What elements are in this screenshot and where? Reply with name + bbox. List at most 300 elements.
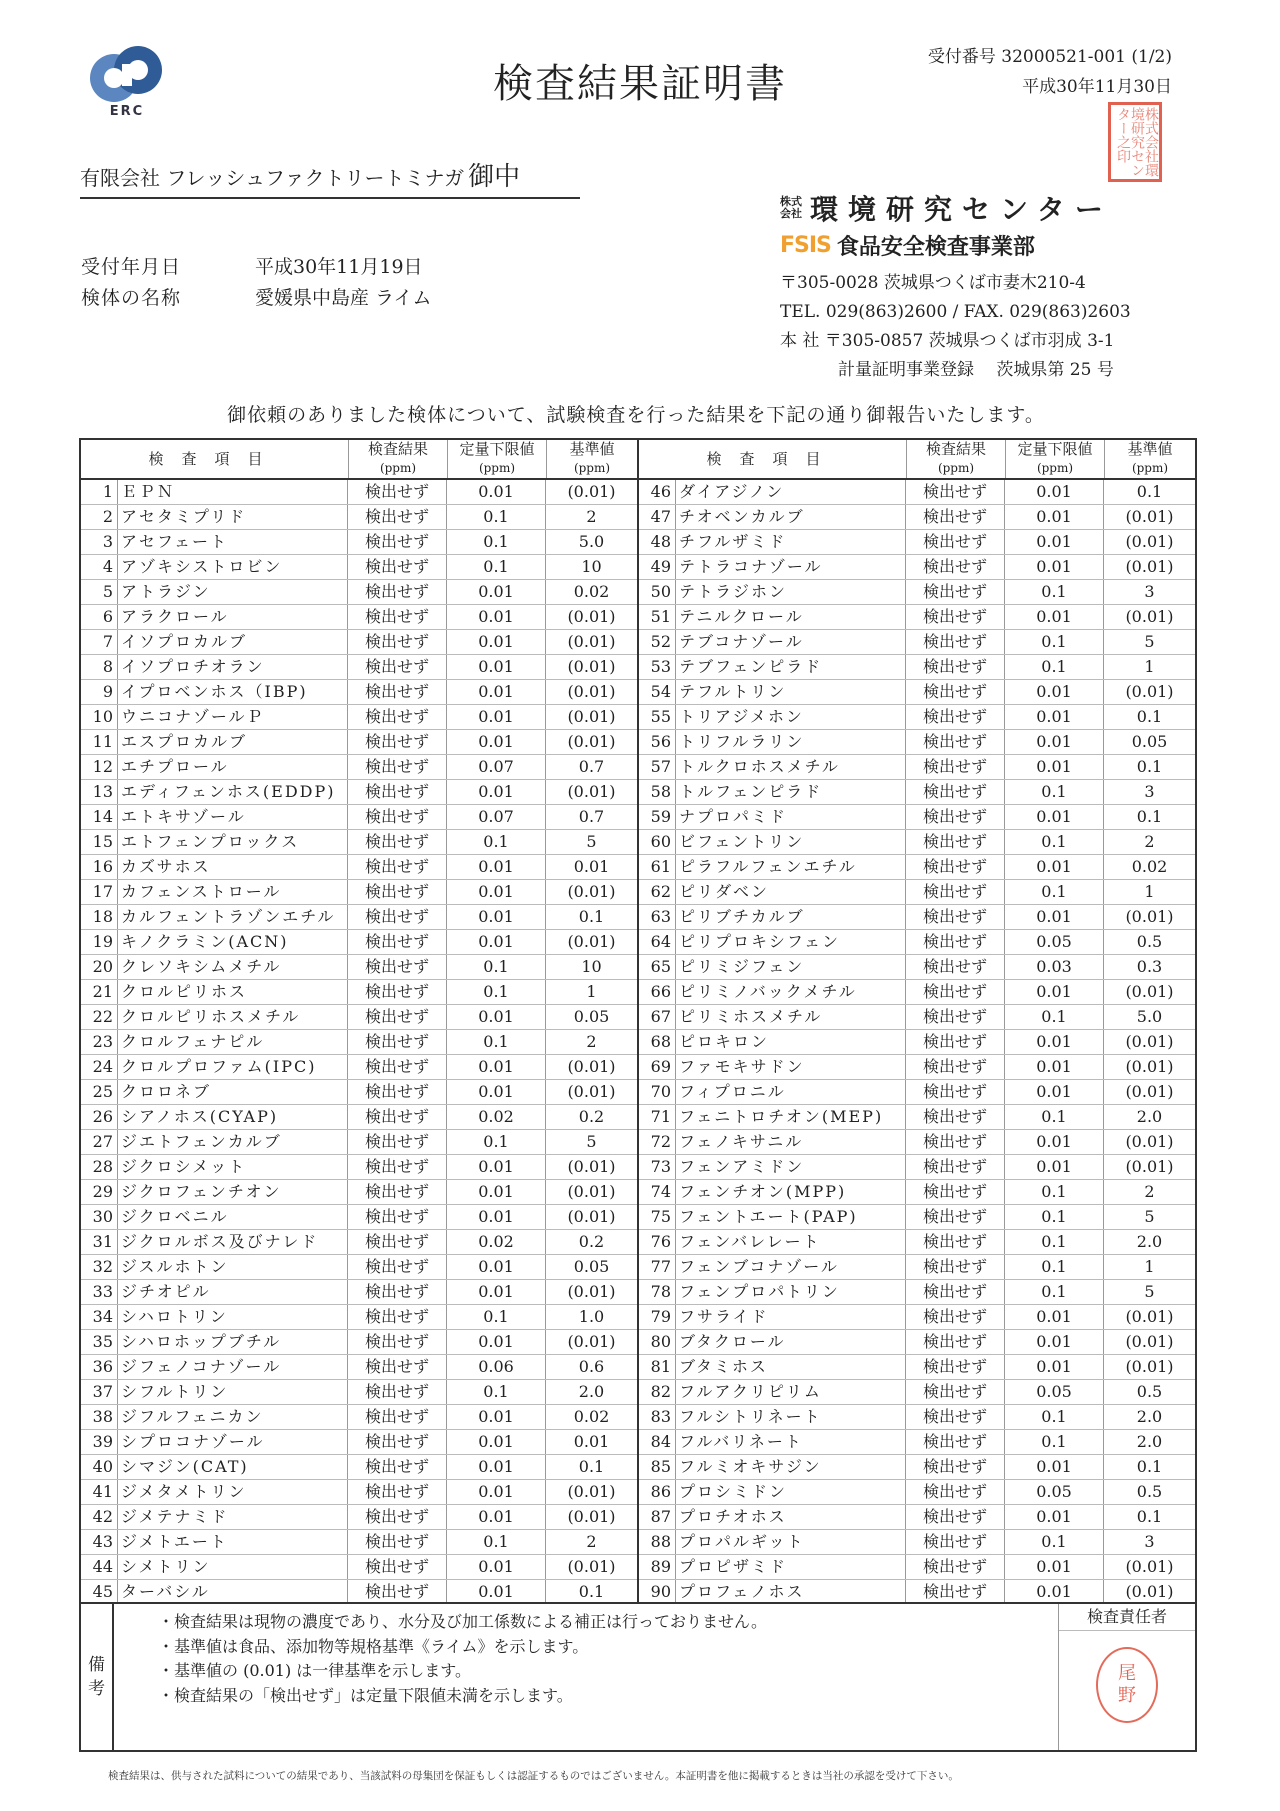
cell-name: シプロコナゾール [118,1430,348,1454]
cell-no: 89 [639,1555,676,1579]
cell-result: 検出せず [906,1080,1005,1104]
cell-loq: 0.01 [1005,1555,1104,1579]
cell-name: ビフェントリン [676,830,906,854]
table-row [81,1180,637,1205]
cell-name: プロチオホス [676,1505,906,1529]
cell-no: 80 [639,1330,676,1354]
cell-std: (0.01) [567,1157,616,1176]
table-row [639,530,1195,555]
table-row [639,1280,1195,1305]
table-row [639,505,1195,530]
cell-result: 検出せず [348,1405,447,1429]
table-row [81,1555,637,1580]
cell-no: 86 [639,1480,676,1504]
table-row [81,1305,637,1330]
cell-name: ピリミノバックメチル [676,980,906,1004]
cell-std: (0.01) [567,1507,616,1526]
cell-result: 検出せず [348,1105,447,1129]
cell-result: 検出せず [906,1005,1005,1029]
table-row [639,1530,1195,1555]
cell-name: ファモキサドン [676,1055,906,1079]
cell-std: (0.01) [567,707,616,726]
cell-no: 90 [639,1580,676,1604]
cell-name: クロルピリホスメチル [118,1005,348,1029]
table-row [639,1080,1195,1105]
cell-std: 5.0 [1136,1007,1163,1026]
cell-name: ジクロシメット [118,1155,348,1179]
cell-name: ブタクロール [676,1330,906,1354]
cell-result: 検出せず [906,480,1005,504]
cell-loq: 0.01 [447,730,546,754]
table-row [639,655,1195,680]
registration-line: 計量証明事業登録 茨城県第 25 号 [838,360,1114,380]
table-row [639,1405,1195,1430]
cell-loq: 0.01 [447,680,546,704]
table-header [81,440,637,480]
cell-result: 検出せず [348,1080,447,1104]
table-row [81,1080,637,1105]
cell-no: 6 [81,605,118,629]
cell-loq: 0.01 [1005,680,1104,704]
cell-name: エディフェンホス(EDDP) [118,780,348,804]
cell-result: 検出せず [906,830,1005,854]
cell-result: 検出せず [348,980,447,1004]
cell-loq: 0.01 [1005,605,1104,629]
cell-result: 検出せず [906,1230,1005,1254]
cell-result: 検出せず [348,780,447,804]
cell-no: 30 [81,1205,118,1229]
table-row [639,480,1195,505]
cell-loq: 0.1 [1005,780,1104,804]
cell-loq: 0.01 [447,1080,546,1104]
table-header [639,440,1195,480]
cell-std: (0.01) [567,782,616,801]
cell-name: テブフェンピラド [676,655,906,679]
cell-no: 42 [81,1505,118,1529]
fsis-logo: FSIS [780,233,831,258]
remark-note: ・検査結果は現物の濃度であり、水分及び加工係数による補正は行っておりません。 [158,1612,767,1631]
cell-name: ジメタメトリン [118,1480,348,1504]
cell-loq: 0.01 [447,930,546,954]
cell-no: 27 [81,1130,118,1154]
table-row [639,1430,1195,1455]
header-standard [1105,440,1195,478]
cell-result: 検出せず [348,1255,447,1279]
header-result [349,440,448,478]
cell-loq: 0.01 [1005,1155,1104,1179]
remarks-label-char: 考 [88,1679,105,1699]
cell-std: 0.2 [578,1107,605,1126]
table-row [81,630,637,655]
table-row [81,680,637,705]
document-title: 検査結果証明書 [493,61,787,107]
cell-name: ターバシル [118,1580,348,1604]
cell-result: 検出せず [348,555,447,579]
cell-std: 0.01 [573,1432,610,1451]
table-row [639,905,1195,930]
cell-name: アトラジン [118,580,348,604]
cell-std: (0.01) [1125,1332,1174,1351]
cell-result: 検出せず [906,1555,1005,1579]
issue-date: 平成30年11月30日 [1022,77,1172,97]
header-standard-label: 基準値 [569,440,615,458]
cell-std: (0.01) [567,682,616,701]
cell-std: (0.01) [567,482,616,501]
cell-result: 検出せず [906,1480,1005,1504]
cell-std: (0.01) [1125,1307,1174,1326]
cell-no: 55 [639,705,676,729]
cell-loq: 0.01 [1005,530,1104,554]
cell-no: 74 [639,1180,676,1204]
cell-no: 16 [81,855,118,879]
cell-loq: 0.1 [447,530,546,554]
inspector-seal-stamp [1096,1647,1158,1723]
table-row [81,530,637,555]
table-row [81,805,637,830]
cell-no: 61 [639,855,676,879]
cell-std: (0.01) [567,1207,616,1226]
cell-loq: 0.1 [1005,1205,1104,1229]
cell-std: 0.1 [1136,707,1163,726]
cell-no: 2 [81,505,118,529]
cell-name: トルフェンピラド [676,780,906,804]
cell-std: 0.1 [578,1457,605,1476]
cell-no: 17 [81,880,118,904]
cell-no: 60 [639,830,676,854]
cell-loq: 0.1 [1005,880,1104,904]
table-row [639,1205,1195,1230]
sample-info [81,252,431,314]
cell-loq: 0.1 [1005,1530,1104,1554]
cell-result: 検出せず [348,1330,447,1354]
table-row [639,1255,1195,1280]
table-row [639,1330,1195,1355]
cell-std: 5.0 [578,532,605,551]
cell-std: (0.01) [1125,1082,1174,1101]
cell-name: ピリブチカルブ [676,905,906,929]
cell-loq: 0.01 [447,1480,546,1504]
cell-std: 0.5 [1136,1482,1163,1501]
cell-result: 検出せず [348,855,447,879]
company-name: 環境研究センター [810,193,1113,226]
cell-result: 検出せず [348,1455,447,1479]
table-row [639,880,1195,905]
cell-result: 検出せず [906,1530,1005,1554]
cell-loq: 0.01 [1005,905,1104,929]
table-row [639,1055,1195,1080]
table-row [81,755,637,780]
cell-loq: 0.03 [1005,955,1104,979]
cell-loq: 0.01 [1005,480,1104,504]
division-name: 食品安全検査事業部 [836,235,1035,260]
cell-no: 59 [639,805,676,829]
cell-loq: 0.01 [447,630,546,654]
table-row [639,1580,1195,1604]
table-row [81,1580,637,1604]
cell-name: カズサホス [118,855,348,879]
cell-std: 2 [1144,1182,1155,1201]
cell-name: チフルザミド [676,530,906,554]
cell-result: 検出せず [906,1180,1005,1204]
client-name [80,156,580,199]
cell-std: (0.01) [1125,1032,1174,1051]
cell-no: 79 [639,1305,676,1329]
cell-std: 0.1 [1136,1507,1163,1526]
cell-result: 検出せず [906,1280,1005,1304]
table-row [81,905,637,930]
cell-loq: 0.1 [1005,1105,1104,1129]
cell-loq: 0.01 [1005,1455,1104,1479]
cell-loq: 0.01 [447,1555,546,1579]
cell-std: 0.05 [1131,732,1168,751]
cell-name: クロルピリホス [118,980,348,1004]
cell-loq: 0.1 [447,1530,546,1554]
cell-result: 検出せず [906,1355,1005,1379]
cell-result: 検出せず [906,680,1005,704]
cell-no: 44 [81,1555,118,1579]
cell-std: (0.01) [567,1282,616,1301]
cell-loq: 0.06 [447,1355,546,1379]
cell-name: ナプロパミド [676,805,906,829]
cell-no: 62 [639,880,676,904]
cell-loq: 0.01 [447,1005,546,1029]
cell-name: シハロトリン [118,1305,348,1329]
table-row [81,1155,637,1180]
cell-std: 5 [1144,1207,1155,1226]
cell-name: クレソキシムメチル [118,955,348,979]
cell-result: 検出せず [348,580,447,604]
cell-loq: 0.1 [1005,830,1104,854]
table-row [81,580,637,605]
cell-std: (0.01) [567,1557,616,1576]
cell-no: 24 [81,1055,118,1079]
cell-std: 2.0 [1136,1432,1163,1451]
cell-loq: 0.01 [447,855,546,879]
table-row [639,680,1195,705]
cell-result: 検出せず [906,905,1005,929]
cell-result: 検出せず [906,955,1005,979]
cell-name: ジエトフェンカルブ [118,1130,348,1154]
cell-loq: 0.1 [1005,1180,1104,1204]
cell-loq: 0.1 [1005,1230,1104,1254]
cell-loq: 0.1 [1005,1005,1104,1029]
cell-name: フェンチオン(MPP) [676,1180,906,1204]
cell-loq: 0.01 [1005,1080,1104,1104]
header-result-label: 検査結果 [925,440,986,458]
client-company: 有限会社 フレッシュファクトリートミナガ [80,166,465,190]
cell-no: 73 [639,1155,676,1179]
table-row [639,1105,1195,1130]
cell-name: シメトリン [118,1555,348,1579]
cell-no: 36 [81,1355,118,1379]
cell-result: 検出せず [906,1405,1005,1429]
cell-result: 検出せず [348,1230,447,1254]
cell-std: 0.1 [578,907,605,926]
cell-std: 0.05 [573,1007,610,1026]
header-standard-label: 基準値 [1127,440,1173,458]
cell-no: 8 [81,655,118,679]
table-row [639,730,1195,755]
cell-name: ピリダベン [676,880,906,904]
cell-result: 検出せず [906,755,1005,779]
cell-no: 88 [639,1530,676,1554]
cell-result: 検出せず [906,930,1005,954]
cell-result: 検出せず [348,530,447,554]
remarks-notes [114,1604,1058,1750]
cell-no: 25 [81,1080,118,1104]
table-row [81,1405,637,1430]
cell-name: テニルクロール [676,605,906,629]
cell-no: 56 [639,730,676,754]
cell-no: 20 [81,955,118,979]
cell-no: 72 [639,1130,676,1154]
cell-std: (0.01) [1125,607,1174,626]
cell-name: テフルトリン [676,680,906,704]
cell-result: 検出せず [348,505,447,529]
cell-no: 66 [639,980,676,1004]
cell-loq: 0.01 [447,655,546,679]
cell-no: 45 [81,1580,118,1604]
cell-no: 18 [81,905,118,929]
cell-no: 46 [639,480,676,504]
cell-std: 0.1 [1136,807,1163,826]
table-row [81,1030,637,1055]
table-row [639,1230,1195,1255]
cell-loq: 0.01 [1005,1055,1104,1079]
table-row [639,780,1195,805]
cell-name: クロルプロファム(IPC) [118,1055,348,1079]
cell-result: 検出せず [906,880,1005,904]
cell-no: 28 [81,1155,118,1179]
table-row [639,1555,1195,1580]
cell-no: 41 [81,1480,118,1504]
cell-name: シマジン(CAT) [118,1455,348,1479]
cell-name: ピリプロキシフェン [676,930,906,954]
cell-loq: 0.07 [447,805,546,829]
header-unit: (ppm) [573,461,611,475]
cell-no: 81 [639,1355,676,1379]
table-row [81,1330,637,1355]
cell-name: イプロベンホス（IBP) [118,680,348,704]
cell-no: 35 [81,1330,118,1354]
cell-name: シフルトリン [118,1380,348,1404]
table-row [639,930,1195,955]
results-table [79,438,1197,1604]
header-loq [448,440,547,478]
cell-name: フルミオキサジン [676,1455,906,1479]
cell-name: ジメテナミド [118,1505,348,1529]
cell-std: 0.5 [1136,1382,1163,1401]
cell-loq: 0.1 [447,830,546,854]
cell-name: ピリミジフェン [676,955,906,979]
header-loq-label: 定量下限値 [459,440,535,458]
cell-std: 3 [1144,782,1155,801]
remark-note: ・検査結果の「検出せず」は定量下限値未満を示します。 [158,1685,573,1705]
cell-name: ジクロルボス及びナレド [118,1230,348,1254]
cell-loq: 0.01 [447,705,546,729]
table-row [81,605,637,630]
cell-loq: 0.01 [447,905,546,929]
results-table-left [81,440,639,1602]
cell-loq: 0.01 [1005,1505,1104,1529]
table-row [639,1005,1195,1030]
cell-name: ジクロフェンチオン [118,1180,348,1204]
cell-std: (0.01) [567,882,616,901]
remark-note: ・基準値の (0.01) は一律基準を示します。 [158,1661,472,1680]
table-row [81,1230,637,1255]
company-type: 株式会社 [780,195,802,220]
cell-loq: 0.01 [447,1405,546,1429]
cell-loq: 0.1 [447,980,546,1004]
cell-std: 2.0 [1136,1407,1163,1426]
cell-no: 69 [639,1055,676,1079]
cell-result: 検出せず [348,480,447,504]
header-item [639,440,907,478]
reception-date-value: 平成30年11月19日 [255,256,423,278]
cell-name: フルアクリピリム [676,1380,906,1404]
cell-loq: 0.01 [1005,555,1104,579]
cell-loq: 0.01 [1005,505,1104,529]
cell-name: フェンアミドン [676,1155,906,1179]
cell-std: 2 [586,1032,597,1051]
cell-name: テブコナゾール [676,630,906,654]
cell-std: (0.01) [1125,1582,1174,1601]
cell-loq: 0.01 [447,1155,546,1179]
cell-name: カルフェントラゾンエチル [118,905,348,929]
cell-std: (0.01) [1125,1557,1174,1576]
table-row [639,1155,1195,1180]
table-row [81,1005,637,1030]
cell-loq: 0.1 [1005,580,1104,604]
inspector-label: 検査責任者 [1059,1604,1195,1631]
cell-no: 19 [81,930,118,954]
cell-std: 0.1 [578,1582,605,1601]
cell-result: 検出せず [348,805,447,829]
cell-result: 検出せず [348,1205,447,1229]
cell-no: 76 [639,1230,676,1254]
cell-no: 57 [639,755,676,779]
cell-result: 検出せず [906,1030,1005,1054]
header-unit: (ppm) [1036,461,1074,475]
table-row [81,1105,637,1130]
cell-no: 52 [639,630,676,654]
cell-result: 検出せず [348,1530,447,1554]
cell-name: ウニコナゾールＰ [118,705,348,729]
cell-std: (0.01) [567,932,616,951]
cell-no: 14 [81,805,118,829]
cell-no: 50 [639,580,676,604]
cell-result: 検出せず [348,655,447,679]
cell-std: 5 [1144,1282,1155,1301]
cell-no: 21 [81,980,118,1004]
table-row [81,980,637,1005]
cell-loq: 0.01 [1005,980,1104,1004]
table-row [81,880,637,905]
cell-name: チオベンカルブ [676,505,906,529]
cell-name: テトラコナゾール [676,555,906,579]
cell-no: 54 [639,680,676,704]
cell-result: 検出せず [906,705,1005,729]
cell-std: (0.01) [1125,1132,1174,1151]
cell-loq: 0.1 [1005,1255,1104,1279]
table-row [81,1380,637,1405]
cell-name: ジフルフェニカン [118,1405,348,1429]
cell-std: (0.01) [567,732,616,751]
cell-no: 65 [639,955,676,979]
cell-loq: 0.01 [447,580,546,604]
cell-name: キノクラミン(ACN) [118,930,348,954]
table-row [81,655,637,680]
